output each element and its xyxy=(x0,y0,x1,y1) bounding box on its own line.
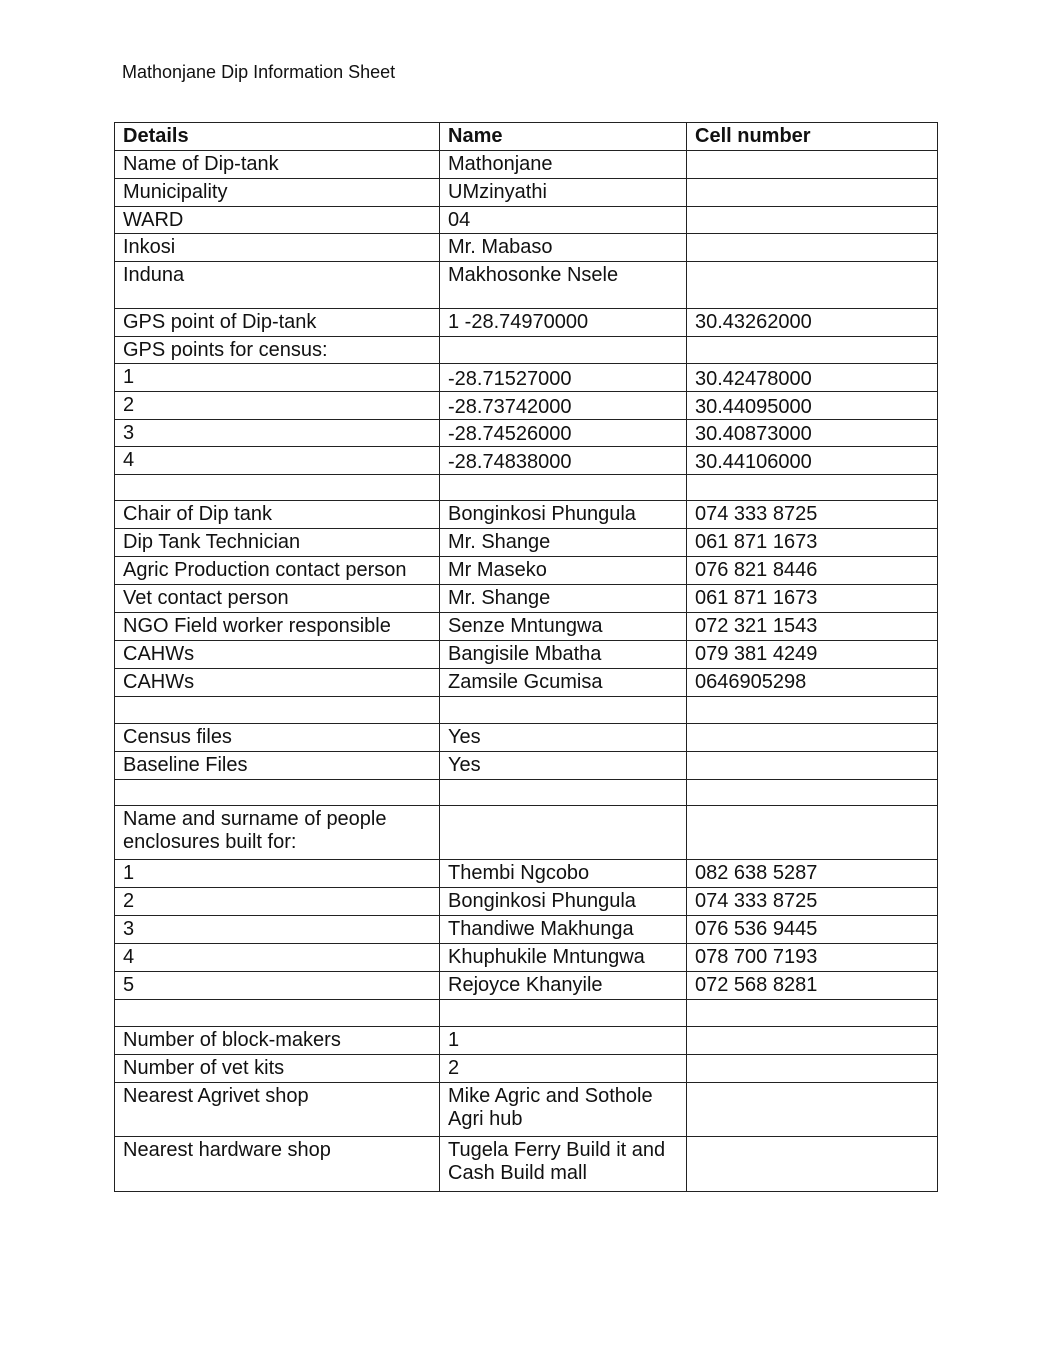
details-cell: GPS points for census: xyxy=(115,337,440,364)
cell-number-cell xyxy=(687,1055,938,1083)
cell-number-cell: 30.44106000 xyxy=(687,447,938,475)
name-cell: -28.74838000 xyxy=(440,447,687,475)
cell-number-cell xyxy=(687,262,938,309)
details-cell: Induna xyxy=(115,262,440,309)
name-cell: 1 xyxy=(440,1027,687,1055)
cell-number-cell: 082 638 5287 xyxy=(687,860,938,888)
cell-number-cell: 072 568 8281 xyxy=(687,972,938,1000)
details-cell: CAHWs xyxy=(115,641,440,669)
details-cell: Nearest hardware shop xyxy=(115,1137,440,1192)
name-cell: 04 xyxy=(440,207,687,234)
name-cell: -28.73742000 xyxy=(440,392,687,420)
cell-number-cell: 061 871 1673 xyxy=(687,585,938,613)
name-cell: Mr Maseko xyxy=(440,557,687,585)
name-cell: Mathonjane xyxy=(440,151,687,179)
cell-number-cell xyxy=(687,724,938,752)
table-row xyxy=(115,1000,938,1027)
cell-number-cell: 061 871 1673 xyxy=(687,529,938,557)
table-row xyxy=(115,364,938,392)
details-cell xyxy=(115,475,440,501)
table-row xyxy=(115,337,938,364)
table-row xyxy=(115,724,938,752)
table-row xyxy=(115,888,938,916)
table-row xyxy=(115,641,938,669)
name-cell: 2 xyxy=(440,1055,687,1083)
cell-number-cell xyxy=(687,179,938,207)
details-cell: CAHWs xyxy=(115,669,440,697)
table-row xyxy=(115,944,938,972)
cell-number-cell xyxy=(687,475,938,501)
name-cell: Mr. Shange xyxy=(440,585,687,613)
cell-number-cell: 30.40873000 xyxy=(687,420,938,447)
header-name: Name xyxy=(440,123,687,151)
name-cell: 1 -28.74970000 xyxy=(440,309,687,337)
table-row xyxy=(115,151,938,179)
table-row xyxy=(115,1083,938,1137)
cell-number-cell: 074 333 8725 xyxy=(687,501,938,529)
cell-number-cell: 072 321 1543 xyxy=(687,613,938,641)
table-row xyxy=(115,234,938,262)
cell-number-cell xyxy=(687,337,938,364)
cell-number-cell xyxy=(687,234,938,262)
cell-number-cell: 078 700 7193 xyxy=(687,944,938,972)
table-row xyxy=(115,669,938,697)
details-cell: Vet contact person xyxy=(115,585,440,613)
name-cell xyxy=(440,1000,687,1027)
table-row xyxy=(115,475,938,501)
name-cell xyxy=(440,780,687,806)
details-cell: Census files xyxy=(115,724,440,752)
details-cell: 4 xyxy=(115,447,440,475)
table-row xyxy=(115,447,938,475)
table-row xyxy=(115,752,938,780)
name-cell: Zamsile Gcumisa xyxy=(440,669,687,697)
details-cell: WARD xyxy=(115,207,440,234)
name-cell: Bonginkosi Phungula xyxy=(440,888,687,916)
cell-number-cell xyxy=(687,806,938,860)
name-cell: Mike Agric and Sothole Agri hub xyxy=(440,1083,687,1137)
table-row xyxy=(115,613,938,641)
table-row xyxy=(115,1137,938,1192)
cell-number-cell: 079 381 4249 xyxy=(687,641,938,669)
details-cell: Number of block-makers xyxy=(115,1027,440,1055)
details-cell: Name of Dip-tank xyxy=(115,151,440,179)
name-cell xyxy=(440,697,687,724)
details-cell: Nearest Agrivet shop xyxy=(115,1083,440,1137)
details-cell: Baseline Files xyxy=(115,752,440,780)
table-row xyxy=(115,179,938,207)
name-cell xyxy=(440,475,687,501)
cell-number-cell: 30.42478000 xyxy=(687,364,938,392)
table-row xyxy=(115,557,938,585)
name-cell: Thembi Ngcobo xyxy=(440,860,687,888)
cell-number-cell xyxy=(687,752,938,780)
cell-number-cell xyxy=(687,697,938,724)
document-title: Mathonjane Dip Information Sheet xyxy=(122,62,396,82)
details-cell: 3 xyxy=(115,420,440,447)
cell-number-cell: 074 333 8725 xyxy=(687,888,938,916)
table-header-row xyxy=(115,123,938,151)
table-row xyxy=(115,420,938,447)
details-cell: 1 xyxy=(115,364,440,392)
cell-number-cell: 30.43262000 xyxy=(687,309,938,337)
table-row xyxy=(115,806,938,860)
details-cell: 4 xyxy=(115,944,440,972)
cell-number-cell xyxy=(687,780,938,806)
table-row xyxy=(115,529,938,557)
cell-number-cell: 076 821 8446 xyxy=(687,557,938,585)
details-cell: Name and surname of people enclosures built for: xyxy=(115,806,440,860)
name-cell: Bonginkosi Phungula xyxy=(440,501,687,529)
cell-number-cell xyxy=(687,1000,938,1027)
table-row xyxy=(115,585,938,613)
table-row xyxy=(115,860,938,888)
details-cell xyxy=(115,1000,440,1027)
cell-number-cell: 30.44095000 xyxy=(687,392,938,420)
details-cell: Chair of Dip tank xyxy=(115,501,440,529)
cell-number-cell: 076 536 9445 xyxy=(687,916,938,944)
details-cell: 3 xyxy=(115,916,440,944)
name-cell: -28.71527000 xyxy=(440,364,687,392)
details-cell: GPS point of Dip-tank xyxy=(115,309,440,337)
details-cell: Dip Tank Technician xyxy=(115,529,440,557)
dip-information-table xyxy=(114,122,938,1192)
name-cell xyxy=(440,337,687,364)
name-cell: Rejoyce Khanyile xyxy=(440,972,687,1000)
details-cell: 2 xyxy=(115,392,440,420)
cell-number-cell xyxy=(687,1137,938,1192)
details-cell: 5 xyxy=(115,972,440,1000)
details-cell xyxy=(115,780,440,806)
name-cell: Yes xyxy=(440,752,687,780)
header-cell-number: Cell number xyxy=(687,123,938,151)
cell-number-cell xyxy=(687,1027,938,1055)
details-cell xyxy=(115,697,440,724)
name-cell: Makhosonke Nsele xyxy=(440,262,687,309)
details-cell: NGO Field worker responsible xyxy=(115,613,440,641)
details-cell: Number of vet kits xyxy=(115,1055,440,1083)
table-body xyxy=(115,151,938,1192)
table-row xyxy=(115,972,938,1000)
table-row xyxy=(115,1027,938,1055)
name-cell: Thandiwe Makhunga xyxy=(440,916,687,944)
table-row xyxy=(115,697,938,724)
details-cell: Inkosi xyxy=(115,234,440,262)
details-cell: Agric Production contact person xyxy=(115,557,440,585)
name-cell: Yes xyxy=(440,724,687,752)
table-row xyxy=(115,392,938,420)
name-cell xyxy=(440,806,687,860)
details-cell: Municipality xyxy=(115,179,440,207)
name-cell: Senze Mntungwa xyxy=(440,613,687,641)
name-cell: Mr. Shange xyxy=(440,529,687,557)
table-row xyxy=(115,1055,938,1083)
table-row xyxy=(115,780,938,806)
name-cell: Bangisile Mbatha xyxy=(440,641,687,669)
cell-number-cell xyxy=(687,151,938,179)
table-row xyxy=(115,309,938,337)
table-row xyxy=(115,207,938,234)
details-cell: 2 xyxy=(115,888,440,916)
name-cell: Khuphukile Mntungwa xyxy=(440,944,687,972)
name-cell: Mr. Mabaso xyxy=(440,234,687,262)
table-row xyxy=(115,262,938,309)
table-row xyxy=(115,501,938,529)
name-cell: Tugela Ferry Build it and Cash Build mall xyxy=(440,1137,687,1192)
cell-number-cell: 0646905298 xyxy=(687,669,938,697)
header-details: Details xyxy=(115,123,440,151)
cell-number-cell xyxy=(687,207,938,234)
table-row xyxy=(115,916,938,944)
name-cell: -28.74526000 xyxy=(440,420,687,447)
details-cell: 1 xyxy=(115,860,440,888)
name-cell: UMzinyathi xyxy=(440,179,687,207)
cell-number-cell xyxy=(687,1083,938,1137)
